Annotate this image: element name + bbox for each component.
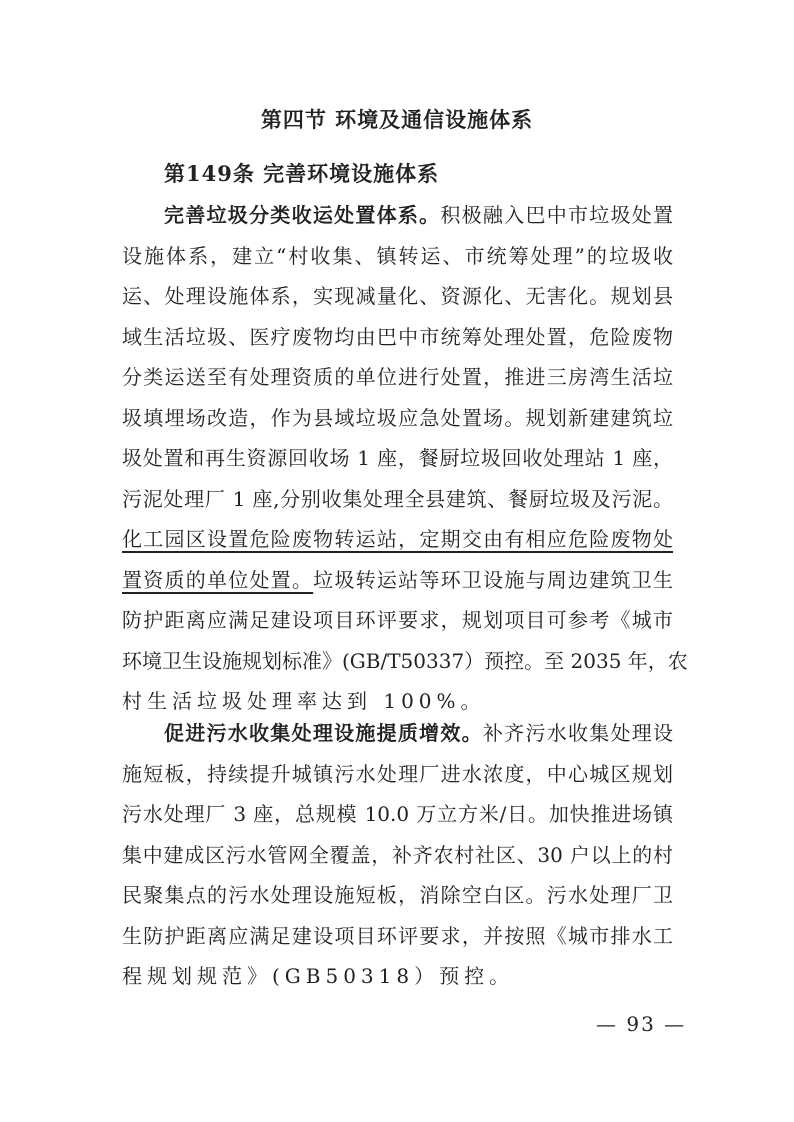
body-text: 民聚集点的污水处理设施短板，消除空白区。污水处理厂卫 — [122, 883, 673, 907]
text-line — [122, 560, 673, 601]
paragraph-sewage-treatment — [122, 713, 673, 997]
text-line — [122, 754, 673, 795]
underlined-text: 置资质的单位处置。 — [122, 567, 314, 592]
body-text: 积极融入巴中市垃圾处置 — [440, 203, 674, 227]
body-text: 污水处理厂 3 座，总规模 10.0 万立方米/日。加快推进场镇 — [122, 802, 673, 826]
page-number: — 93 — — [596, 1012, 687, 1036]
paragraph-waste-disposal — [122, 195, 688, 722]
section-title: 第四节 环境及通信设施体系 — [260, 107, 534, 132]
body-text: 运、处理设施体系，实现减量化、资源化、无害化。规划县 — [122, 284, 673, 308]
bold-lead-text: 完善垃圾分类收运处置体系。 — [164, 203, 441, 227]
text-line — [122, 398, 673, 439]
body-text: 防护距离应满足建设项目环评要求，规划项目可参考《城市 — [122, 608, 673, 632]
body-text: 分类运送至有处理资质的单位进行处置，推进三房湾生活垃 — [122, 365, 673, 389]
underlined-text: 化工园区设置危险废物转运站，定期交由有相应危险废物处 — [122, 527, 673, 551]
text-line — [122, 713, 673, 754]
bold-lead-text: 促进污水收集处理设施提质增效。 — [164, 721, 483, 745]
text-line — [122, 195, 673, 236]
body-text: 域生活垃圾、医疗废物均由巴中市统筹处理处置，危险废物 — [122, 324, 673, 349]
text-line — [122, 600, 673, 641]
body-text: 补齐污水收集处理设 — [482, 721, 674, 745]
text-line — [122, 794, 673, 835]
body-text: 生防护距离应满足建设项目环评要求，并按照《城市排水工 — [122, 923, 673, 948]
text-line — [122, 835, 673, 876]
text-line — [122, 236, 673, 277]
text-line — [122, 276, 673, 317]
body-text: 设施体系，建立“村收集、镇转运、市统筹处理”的垃圾收 — [122, 243, 673, 268]
body-text: 圾填埋场改造，作为县域垃圾应急处置场。规划新建建筑垃 — [122, 405, 673, 430]
body-text: 程规划规范》(GB50318）预控。 — [122, 964, 515, 988]
body-text: 环境卫生设施规划标准》(GB/T50337）预控。至 2035 年，农 — [122, 648, 688, 673]
text-line — [122, 438, 673, 479]
article-title: 第149条 完善环境设施体系 — [164, 161, 440, 186]
body-text: 污泥处理厂 1 座,分别收集处理全县建筑、餐厨垃圾及污泥。 — [122, 486, 673, 511]
text-line — [122, 519, 673, 560]
text-line — [122, 916, 673, 957]
text-line — [122, 479, 673, 520]
text-line — [122, 875, 673, 916]
body-text: 集中建成区污水管网全覆盖，补齐农村社区、30 户以上的村 — [122, 842, 673, 867]
text-line — [122, 317, 673, 358]
text-line — [122, 641, 688, 682]
text-line — [122, 956, 673, 997]
body-text: 施短板，持续提升城镇污水处理厂进水浓度，中心城区规划 — [122, 761, 673, 786]
body-text: 村生活垃圾处理率达到 100%。 — [122, 689, 486, 713]
body-text: 垃圾转运站等环卫设施与周边建筑卫生 — [313, 567, 674, 592]
text-line — [122, 357, 673, 398]
body-text: 圾处置和再生资源回收场 1 座，餐厨垃圾回收处理站 1 座， — [122, 446, 673, 470]
